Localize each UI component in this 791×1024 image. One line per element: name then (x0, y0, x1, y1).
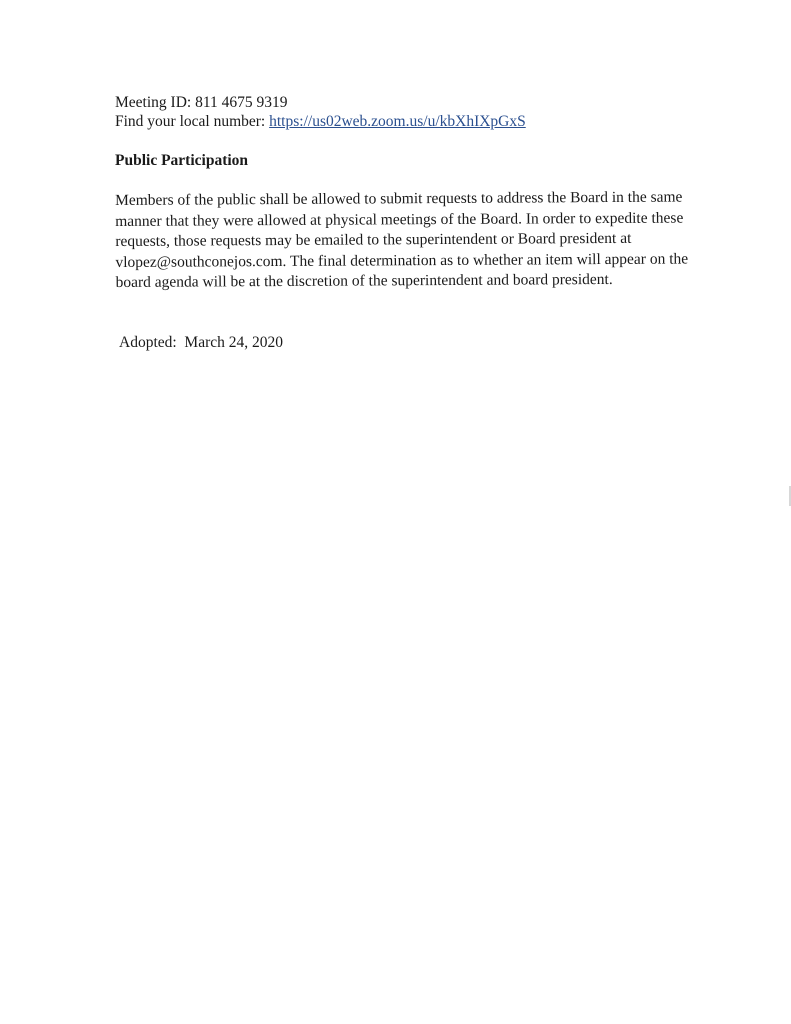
local-number-label: Find your local number: (115, 113, 270, 130)
local-number-line (115, 112, 735, 131)
paragraph-line: Members of the public shall be allowed to submit requests to address the Board in the same (115, 188, 683, 209)
zoom-local-number-link[interactable]: https://us02web.zoom.us/u/kbXhIXpGxS (269, 113, 526, 130)
paragraph-line: requests, those requests may be emailed to the superintendent or Board president at (115, 229, 632, 250)
meeting-id: Meeting ID: 811 4675 9319 (115, 94, 288, 111)
adopted-date: Adopted: March 24, 2020 (119, 334, 284, 351)
public-participation-paragraph (115, 187, 706, 293)
meeting-info (115, 93, 735, 131)
paragraph-line: vlopez@southconejos.com. The final determination as to whether an item will appear on the (115, 250, 689, 271)
paragraph-line: board agenda will be at the discretion of the superintendent and board president. (115, 270, 613, 291)
paragraph-line: manner that they were allowed at physical meetings of the Board. In order to expedite these (115, 209, 684, 230)
section-heading-public-participation: Public Participation (115, 152, 249, 169)
